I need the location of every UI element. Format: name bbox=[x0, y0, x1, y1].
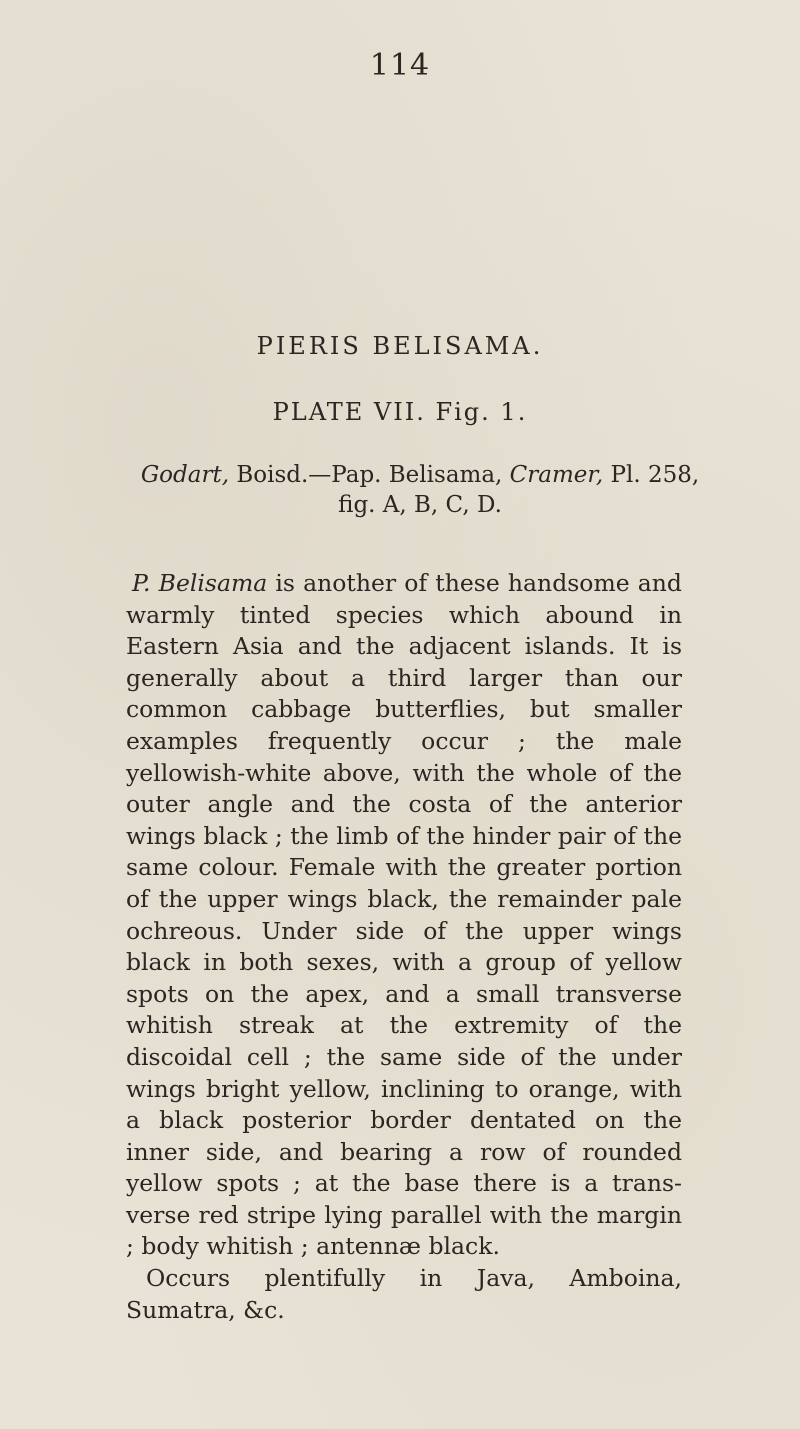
bibliographic-references bbox=[140, 460, 700, 520]
species-abbreviation: P. Belisama bbox=[132, 569, 268, 597]
reference-text-boisduval: Boisd.—Pap. Belisama, bbox=[229, 462, 503, 488]
species-description bbox=[126, 568, 682, 1326]
species-title: PIERIS BELISAMA. bbox=[256, 332, 544, 360]
page-number: 114 bbox=[369, 48, 431, 83]
description-text: is another of these handsome and warmly tinted species which abound in Eastern Asia and the adjacent islands. It is generally about a third larger than our common cabbage butterflies, but smaller examples frequently occur ; the male yellowish-white above, with the whole of the outer angle and the costa of the anterior wings black ; the limb of the hinder pair of the same colour. Female with the greater portion of the upper wings black, the remainder pale ochreous. Under side of the upper wings black in both sexes, with a group of yellow spots on the apex, and a small transverse whitish streak at the extremity of the discoidal cell ; the same side of the under wings bright yellow, inclining to orange, with a black posterior border dentated on the inner side, and bearing a row of rounded yellow spots ; at the base there is a trans-verse red stripe lying parallel with the margin ; body whitish ; antennæ black. bbox=[126, 569, 682, 1261]
reference-text-plate: Pl. 258, fig. A, B, C, D. bbox=[338, 462, 700, 518]
reference-author-godart: Godart, bbox=[140, 462, 230, 488]
description-paragraph bbox=[126, 568, 682, 1263]
reference-author-cramer: Cramer, bbox=[502, 462, 604, 488]
plate-reference: PLATE VII. Fig. 1. bbox=[272, 398, 528, 426]
occurrence-paragraph: Occurs plentifully in Java, Amboina, Sumatra, &c. bbox=[126, 1264, 682, 1324]
